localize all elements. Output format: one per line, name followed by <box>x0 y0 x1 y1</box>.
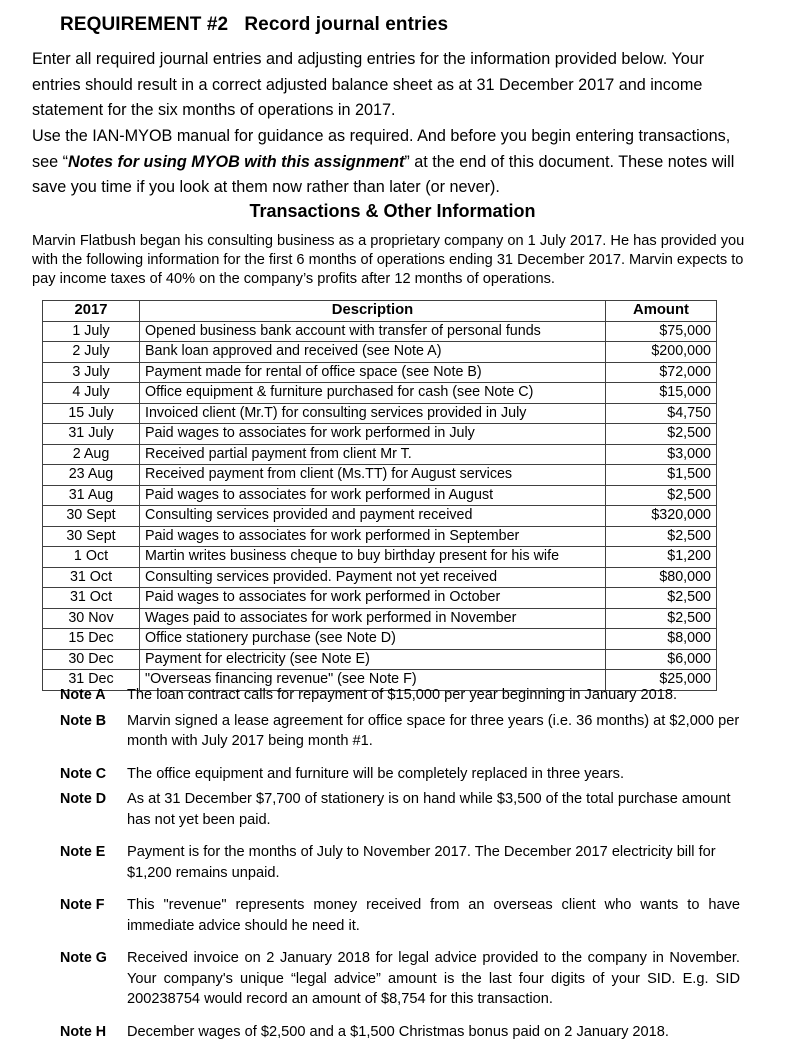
table-row <box>43 424 717 445</box>
section-heading-transactions: Transactions & Other Information <box>249 201 536 221</box>
cell-amount: $200,000 <box>606 342 717 363</box>
note-text: This "revenue" represents money received from an overseas client who wants to have immediate advice should he need it. <box>127 897 740 934</box>
note-item <box>60 895 740 936</box>
cell-date: 1 July <box>43 321 140 342</box>
cell-date: 30 Nov <box>43 608 140 629</box>
transactions-table <box>42 300 717 691</box>
note-item <box>60 685 740 706</box>
cell-description: Office stationery purchase (see Note D) <box>140 629 606 650</box>
note-label: Note B <box>60 712 107 729</box>
cell-description: Payment made for rental of office space (see Note B) <box>140 362 606 383</box>
cell-date: 31 Oct <box>43 588 140 609</box>
table-row <box>43 485 717 506</box>
cell-amount: $2,500 <box>606 608 717 629</box>
cell-date: 31 July <box>43 424 140 445</box>
cell-description: Bank loan approved and received (see Note A) <box>140 342 606 363</box>
note-item <box>60 711 740 752</box>
column-header-description: Description <box>140 301 606 322</box>
table-row <box>43 383 717 404</box>
cell-description: Received payment from client (Ms.TT) for August services <box>140 465 606 486</box>
note-label: Note H <box>60 1023 107 1040</box>
page-title: REQUIREMENT #2 Record journal entries <box>60 14 449 35</box>
note-label: Note D <box>60 791 107 807</box>
table-row <box>43 444 717 465</box>
cell-amount: $6,000 <box>606 649 717 670</box>
cell-amount: $3,000 <box>606 444 717 465</box>
note-text: Received invoice on 2 January 2018 for legal advice provided to the company in November. Your company's unique “legal advice” amount is the last four digits of your SID. E.g. SID 200238754 would record an amount of $8,754 for this transaction. <box>127 950 740 1007</box>
column-header-date: 2017 <box>43 301 140 322</box>
note-label: Note A <box>60 687 106 703</box>
note-item <box>60 1022 740 1043</box>
table-row <box>43 403 717 424</box>
cell-amount: $75,000 <box>606 321 717 342</box>
cell-amount: $4,750 <box>606 403 717 424</box>
intro-paragraph-2 <box>32 124 753 201</box>
cell-description: Paid wages to associates for work performed in October <box>140 588 606 609</box>
table-row <box>43 465 717 486</box>
cell-date: 2 Aug <box>43 444 140 465</box>
cell-amount: $25,000 <box>606 670 717 691</box>
cell-description: Paid wages to associates for work performed in July <box>140 424 606 445</box>
note-item <box>60 789 740 830</box>
table-row <box>43 526 717 547</box>
cell-description: Consulting services provided and payment received <box>140 506 606 527</box>
note-item <box>60 764 740 785</box>
table-row <box>43 506 717 527</box>
note-text: December wages of $2,500 and a $1,500 Christmas bonus paid on 2 January 2018. <box>127 1023 669 1040</box>
cell-date: 23 Aug <box>43 465 140 486</box>
note-label: Note E <box>60 844 106 860</box>
cell-description: Consulting services provided. Payment not yet received <box>140 567 606 588</box>
paragraph-2-text-end: ” at the end of this document. These notes will save you time if you look at them now rather than later (or never). <box>32 152 735 196</box>
cell-description: Office equipment & furniture purchased for cash (see Note C) <box>140 383 606 404</box>
table-row <box>43 362 717 383</box>
cell-amount: $320,000 <box>606 506 717 527</box>
cell-date: 31 Aug <box>43 485 140 506</box>
cell-date: 1 Oct <box>43 547 140 568</box>
cell-amount: $2,500 <box>606 588 717 609</box>
cell-amount: $2,500 <box>606 424 717 445</box>
table-row <box>43 608 717 629</box>
table-header-row <box>43 301 717 322</box>
cell-description: Invoiced client (Mr.T) for consulting services provided in July <box>140 403 606 424</box>
paragraph-2-emphasis: Notes for using MYOB with this assignment <box>68 152 405 171</box>
table-row <box>43 567 717 588</box>
note-text: The loan contract calls for repayment of $15,000 per year beginning in January 2018. <box>127 687 678 703</box>
note-label: Note C <box>60 765 107 782</box>
cell-description: "Overseas financing revenue" (see Note F) <box>140 670 606 691</box>
cell-description: Martin writes business cheque to buy birthday present for his wife <box>140 547 606 568</box>
cell-amount: $2,500 <box>606 485 717 506</box>
note-text: As at 31 December $7,700 of stationery is on hand while $3,500 of the total purchase amount has not yet been paid. <box>127 791 731 828</box>
table-row <box>43 588 717 609</box>
cell-date: 2 July <box>43 342 140 363</box>
cell-date: 15 July <box>43 403 140 424</box>
table-header <box>43 301 717 322</box>
transactions-intro-paragraph: Marvin Flatbush began his consulting business as a proprietary company on 1 July 2017. He has provided you with the following information for the first 6 months of operations ending 31 December 2017. Marvin expects to pay income taxes of 40% on the company’s profits after 12 months of operations. <box>32 233 745 287</box>
cell-amount: $80,000 <box>606 567 717 588</box>
cell-amount: $2,500 <box>606 526 717 547</box>
note-text: Payment is for the months of July to November 2017. The December 2017 electricity bill for $1,200 remains unpaid. <box>127 844 716 881</box>
column-header-amount: Amount <box>606 301 717 322</box>
table-row <box>43 342 717 363</box>
cell-description: Paid wages to associates for work performed in August <box>140 485 606 506</box>
table-row <box>43 321 717 342</box>
cell-date: 3 July <box>43 362 140 383</box>
table-row <box>43 649 717 670</box>
cell-description: Opened business bank account with transfer of personal funds <box>140 321 606 342</box>
cell-date: 31 Oct <box>43 567 140 588</box>
table-body <box>43 321 717 690</box>
paragraph-2-text-start: Use the IAN-MYOB manual for guidance as required. And before you begin entering transactions, see “ <box>32 127 731 171</box>
cell-amount: $8,000 <box>606 629 717 650</box>
cell-date: 30 Sept <box>43 506 140 527</box>
cell-amount: $72,000 <box>606 362 717 383</box>
cell-description: Payment for electricity (see Note E) <box>140 649 606 670</box>
cell-amount: $1,500 <box>606 465 717 486</box>
cell-amount: $15,000 <box>606 383 717 404</box>
note-item <box>60 948 740 1010</box>
table-row <box>43 629 717 650</box>
note-label: Note F <box>60 897 105 913</box>
note-text: The office equipment and furniture will be completely replaced in three years. <box>127 765 624 782</box>
cell-date: 15 Dec <box>43 629 140 650</box>
cell-amount: $1,200 <box>606 547 717 568</box>
cell-date: 31 Dec <box>43 670 140 691</box>
cell-date: 30 Sept <box>43 526 140 547</box>
intro-paragraph-1: Enter all required journal entries and adjusting entries for the information provided below. Your entries should result in a correct adjusted balance sheet as at 31 December 2017 and income statement for the six months of operations in 2017. <box>32 50 705 119</box>
cell-description: Wages paid to associates for work performed in November <box>140 608 606 629</box>
notes-section <box>60 685 740 1047</box>
note-text: Marvin signed a lease agreement for office space for three years (i.e. 36 months) at $2,000 per month with July 2017 being month #1. <box>127 712 740 749</box>
cell-description: Received partial payment from client Mr T. <box>140 444 606 465</box>
cell-description: Paid wages to associates for work performed in September <box>140 526 606 547</box>
note-label: Note G <box>60 950 107 966</box>
table-row <box>43 547 717 568</box>
cell-date: 30 Dec <box>43 649 140 670</box>
cell-date: 4 July <box>43 383 140 404</box>
note-item <box>60 842 740 883</box>
